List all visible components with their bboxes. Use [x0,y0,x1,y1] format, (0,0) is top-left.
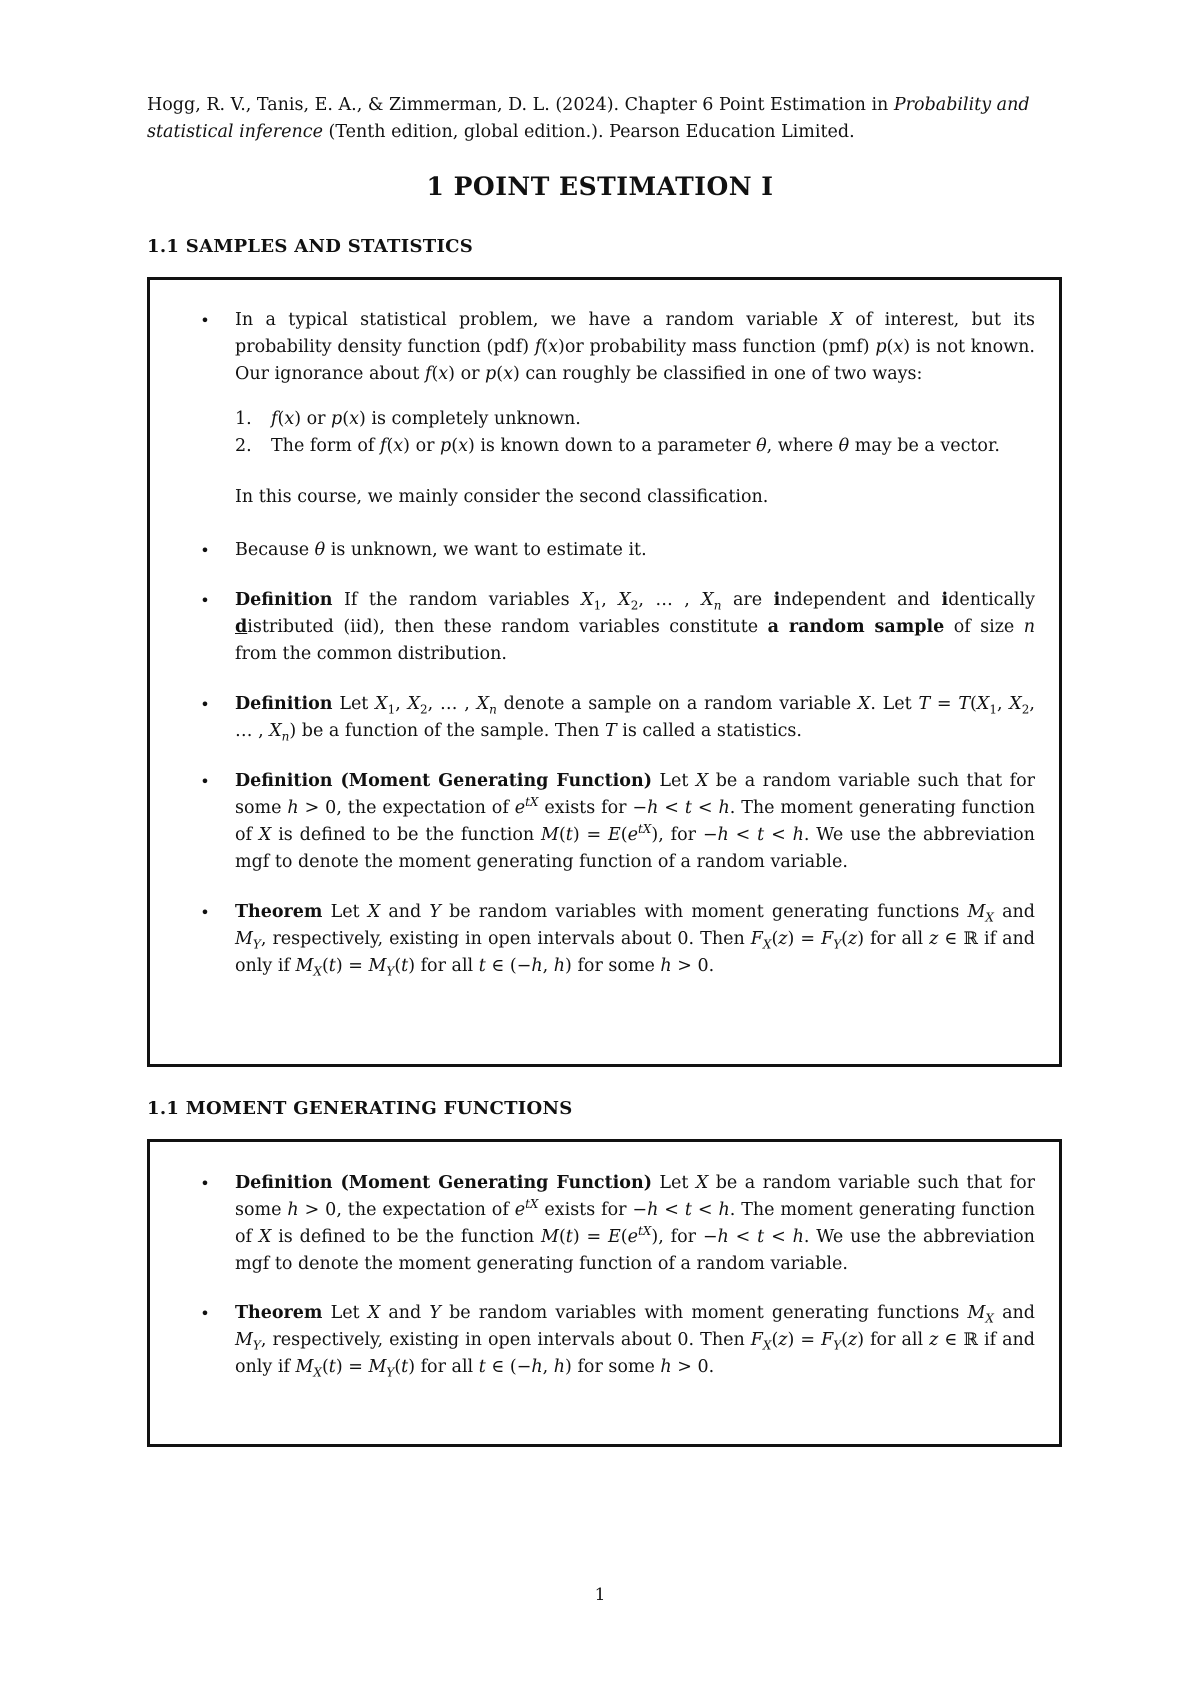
definition-mgf: • Definition (Moment Generating Function) Let X be a random variable such that for some h > 0, the expectation of $e^{tX}$ exists for −h < t < h. The moment generating function of X is defined to be the function $M(t) = E(e^{tX})$, for −h < t < h. We use the abbreviation mgf to denote the moment generating function of a random variable. [235,1170,1035,1278]
mgf-box [147,1139,1062,1447]
bullet-icon: • [200,1304,210,1323]
definition-random-sample: • Definition If the random variables $X_1$, $X_2$, … , $X_n$ are independent and identically distributed (iid), then these random variables constitute a random sample of size n from the common distribution. [235,587,1035,668]
page-title: 1 POINT ESTIMATION I [426,172,774,201]
bullet-icon: • [200,1174,210,1193]
list-item: 1. f(x) or p(x) is completely unknown. [235,409,581,429]
bullet-icon: • [200,591,210,610]
bullet-icon: • [200,772,210,791]
bullet-icon: • [200,695,210,714]
theorem-mgf: • Theorem Let X and Y be random variables with moment generating functions $M_X$ and $M_Y$, respectively, existing in open intervals about 0. Then $F_X(z) = F_Y(z)$ for all z ∈ ℝ if and only if $M_X(t) = M_Y(t)$ for all t ∈ (−h, h) for some h > 0. [235,899,1035,980]
definition-statistic: • Definition Let $X_1$, $X_2$, … , $X_n$ denote a sample on a random variable X. Let $T = T(X_1$, $X_2$, … , $X_n$) be a function of the sample. Then T is called a statistics. [235,691,1035,745]
samples-box [147,277,1062,1067]
definition-mgf: • Definition (Moment Generating Function) Let X be a random variable such that for some h > 0, the expectation of $e^{tX}$ exists for −h < t < h. The moment generating function of X is defined to be the function $M(t) = E(e^{tX})$, for −h < t < h. We use the abbreviation mgf to denote the moment generating function of a random variable. [235,768,1035,876]
page-number: 1 [594,1585,606,1605]
course-note: In this course, we mainly consider the second classification. [235,487,769,507]
theorem-mgf: • Theorem Let X and Y be random variables with moment generating functions $M_X$ and $M_Y$, respectively, existing in open intervals about 0. Then $F_X(z) = F_Y(z)$ for all z ∈ ℝ if and only if $M_X(t) = M_Y(t)$ for all t ∈ (−h, h) for some h > 0. [235,1300,1035,1381]
bullet-icon: • [200,903,210,922]
section-heading-samples: 1.1 SAMPLES AND STATISTICS [147,236,474,257]
bullet-icon: • [200,311,210,330]
list-item: 2. The form of f(x) or p(x) is known down to a parameter θ, where θ may be a vector. [235,436,1000,456]
intro-item: • In a typical statistical problem, we have a random variable X of interest, but its probability density function (pdf) f(x)or probability mass function (pmf) p(x) is not known. Our ignorance about f(x) or p(x) can roughly be classified in one of two ways: 1. f(x) or p(x) is completely unknown. 2. The form of f(x) or p(x) is known down to a parameter θ, where θ may be a vector. In this course, we mainly consider the second classification. [235,307,1035,511]
classification-list [235,406,1035,460]
bullet-icon: • [200,541,210,560]
section-heading-mgf: 1.1 MOMENT GENERATING FUNCTIONS [147,1098,573,1119]
citation: Hogg, R. V., Tanis, E. A., & Zimmerman, D. L. (2024). Chapter 6 Point Estimation in Probability and statistical inference (Tenth edition, global edition.). Pearson Education Limited. [147,95,1030,142]
because-item: • Because θ is unknown, we want to estimate it. [235,537,1035,564]
book-title: Probability and statistical inference [147,95,1030,142]
